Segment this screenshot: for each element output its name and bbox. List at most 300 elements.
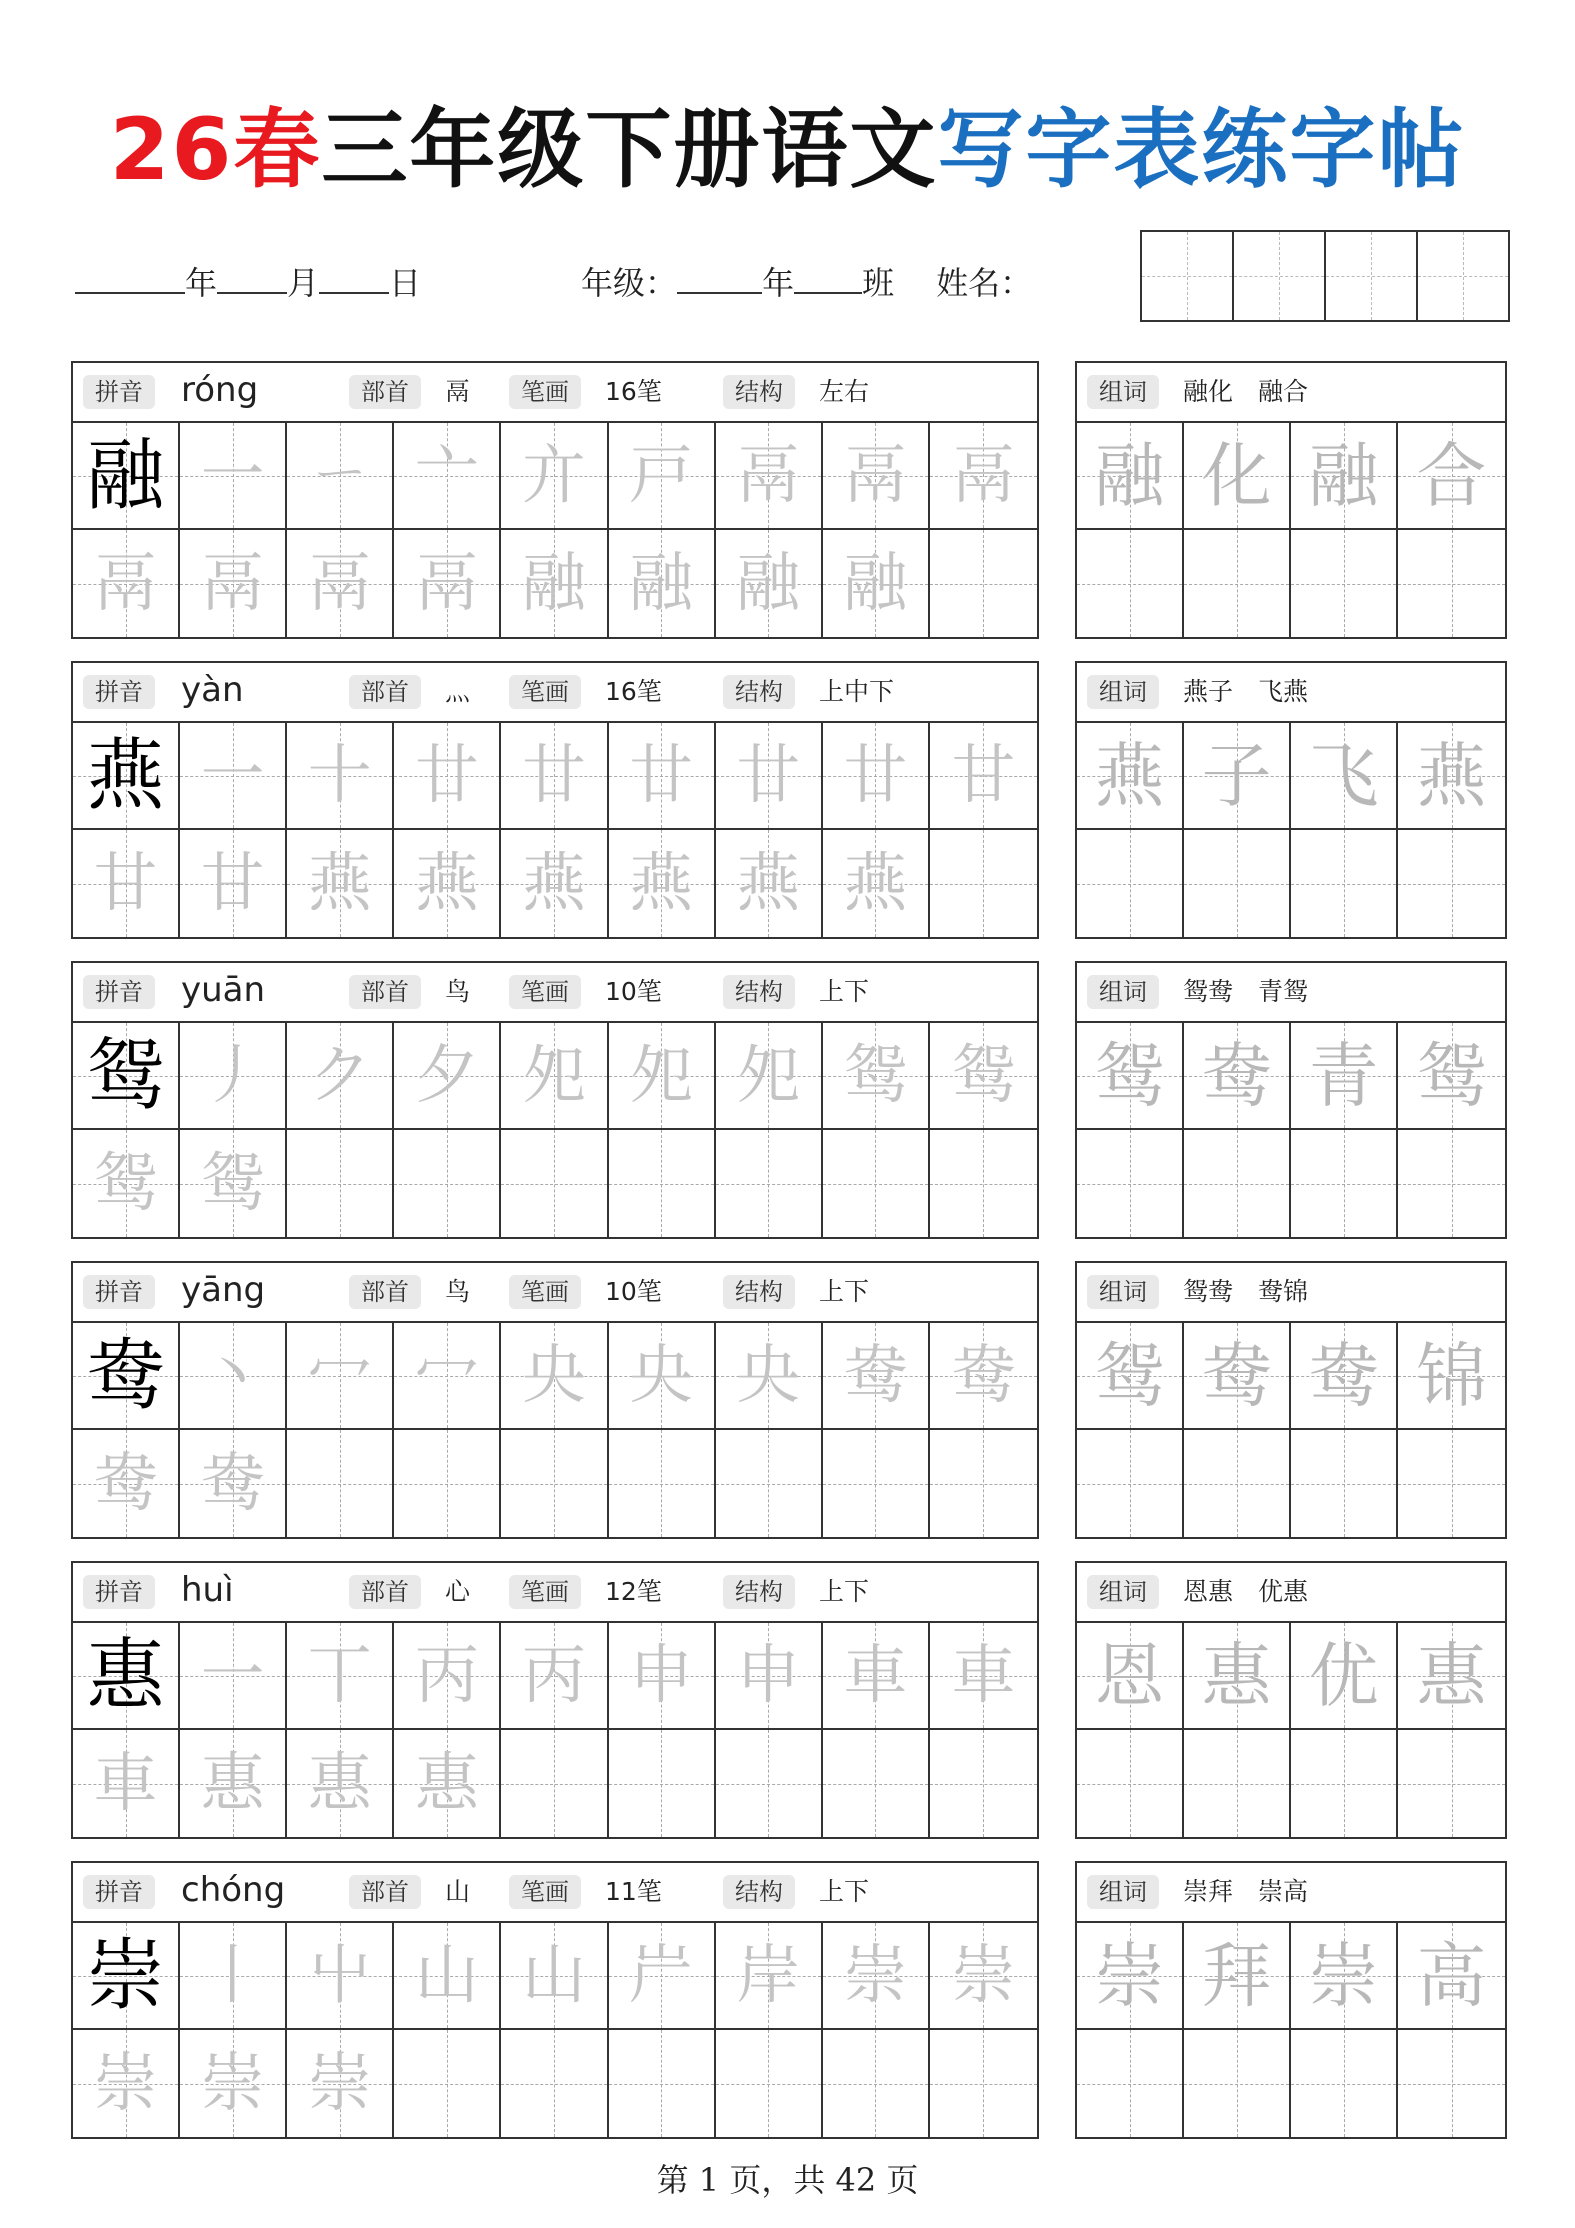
page-footer: 第 1 页，共 42 页 [656, 2161, 919, 2199]
practice-cell[interactable] [394, 1023, 501, 1130]
stroke-step-char: 惠 [200, 1746, 265, 1821]
practice-cell[interactable] [180, 1923, 287, 2030]
practice-cell[interactable] [394, 1730, 501, 1837]
month-blank[interactable] [217, 260, 287, 294]
practice-cell[interactable] [609, 830, 716, 937]
character-block [71, 361, 1507, 639]
practice-cell[interactable] [394, 830, 501, 937]
practice-cell[interactable] [930, 1323, 1037, 1430]
character-block [71, 1261, 1507, 1539]
stroke-step-char: 屵 [629, 1938, 694, 2013]
stroke-step-char: 燕 [307, 846, 372, 921]
structure-tag: 结构 [723, 675, 795, 709]
pinyin-tag: 拼音 [83, 1875, 155, 1909]
practice-cell[interactable] [823, 1323, 930, 1430]
stroke-step-char: 冖 [307, 1338, 372, 1413]
word-trace-cell[interactable] [1077, 1023, 1184, 1130]
practice-cell[interactable] [823, 2030, 930, 2137]
practice-cell[interactable] [930, 1730, 1037, 1837]
stroke-step-char: 崇 [200, 2046, 265, 2121]
practice-cell[interactable] [501, 1323, 608, 1430]
word-trace-char: 飞 [1308, 734, 1379, 817]
practice-cell[interactable] [287, 1023, 394, 1130]
word-card [1075, 1261, 1507, 1539]
stroke-step-char: 鸯 [93, 1446, 158, 1521]
model-char-cell [73, 1023, 180, 1130]
practice-cell[interactable] [609, 423, 716, 530]
practice-cell[interactable] [930, 723, 1037, 830]
stroke-step-char: 崇 [951, 1938, 1016, 2013]
words-tag: 组词 [1087, 675, 1159, 709]
practice-cell[interactable] [180, 723, 287, 830]
practice-cell[interactable] [287, 2030, 394, 2137]
stroke-step-char: 燕 [629, 846, 694, 921]
word-trace-cell[interactable] [1184, 723, 1291, 830]
practice-cell[interactable] [287, 723, 394, 830]
practice-cell[interactable] [180, 1623, 287, 1730]
stroke-step-char: 屮 [307, 1938, 372, 2013]
practice-cell[interactable] [394, 723, 501, 830]
practice-cell[interactable] [287, 1430, 394, 1537]
model-char: 鸳 [86, 1030, 165, 1121]
practice-cell[interactable] [501, 530, 608, 637]
practice-cell[interactable] [180, 1430, 287, 1537]
character-block [71, 1861, 1507, 2139]
word-practice-cell[interactable] [1184, 1730, 1291, 1837]
word-trace-cell[interactable] [1184, 423, 1291, 530]
word-trace-char: 惠 [1416, 1634, 1487, 1717]
stroke-step-char: 廿 [736, 738, 801, 813]
model-char: 惠 [86, 1630, 165, 1721]
word-practice-cell[interactable] [1184, 1130, 1291, 1237]
structure-value: 左右 [819, 377, 870, 406]
stroke-step-char: 鬲 [200, 546, 265, 621]
practice-cell[interactable] [180, 530, 287, 637]
practice-cell[interactable] [394, 1923, 501, 2030]
stroke-step-char: 鸳 [843, 1038, 908, 1113]
structure-value: 上下 [819, 1577, 870, 1606]
practice-cell[interactable] [501, 723, 608, 830]
word-practice-cell[interactable] [1077, 530, 1184, 637]
strokes-value: 16笔 [605, 377, 662, 406]
word-grid [1077, 1323, 1505, 1537]
word-trace-cell[interactable] [1184, 1923, 1291, 2030]
strokes-value: 12笔 [605, 1577, 662, 1606]
name-cell[interactable] [1234, 232, 1326, 320]
name-cell[interactable] [1326, 232, 1418, 320]
stroke-step-char: 亠 [414, 438, 479, 513]
radical-tag: 部首 [349, 1575, 421, 1609]
strokes-tag: 笔画 [509, 1275, 581, 1309]
stroke-step-char: 燕 [414, 846, 479, 921]
practice-cell[interactable] [930, 1923, 1037, 2030]
word-practice-cell[interactable] [1398, 1130, 1505, 1237]
practice-cell[interactable] [287, 830, 394, 937]
practice-cell[interactable] [287, 1623, 394, 1730]
practice-cell[interactable] [394, 1623, 501, 1730]
practice-cell[interactable] [716, 1730, 823, 1837]
practice-cell[interactable] [823, 1923, 930, 2030]
word-practice-cell[interactable] [1398, 1730, 1505, 1837]
practice-cell[interactable] [823, 1730, 930, 1837]
practice-cell[interactable] [501, 830, 608, 937]
practice-cell[interactable] [823, 1623, 930, 1730]
pinyin-tag: 拼音 [83, 675, 155, 709]
word-trace-cell[interactable] [1398, 1923, 1505, 2030]
stroke-step-char: 甘 [93, 846, 158, 921]
word-trace-cell[interactable] [1291, 1023, 1398, 1130]
stroke-step-char: 一 [200, 1638, 265, 1713]
practice-grid [73, 723, 1037, 937]
practice-cell[interactable] [716, 1023, 823, 1130]
practice-cell[interactable] [180, 1130, 287, 1237]
practice-cell[interactable] [394, 2030, 501, 2137]
word-trace-cell[interactable] [1184, 1323, 1291, 1430]
words-tag: 组词 [1087, 1275, 1159, 1309]
words-tag: 组词 [1087, 975, 1159, 1009]
stroke-step-char: 融 [521, 546, 586, 621]
char-info-row [73, 663, 1037, 723]
practice-cell[interactable] [716, 1623, 823, 1730]
structure-value: 上中下 [819, 677, 895, 706]
practice-cell[interactable] [73, 2030, 180, 2137]
stroke-step-char: 融 [629, 546, 694, 621]
word-trace-cell[interactable] [1077, 1623, 1184, 1730]
practice-cell[interactable] [287, 530, 394, 637]
word-practice-cell[interactable] [1398, 2030, 1505, 2137]
practice-cell[interactable] [609, 2030, 716, 2137]
practice-cell[interactable] [287, 1923, 394, 2030]
word-trace-cell[interactable] [1291, 423, 1398, 530]
practice-cell[interactable] [930, 1023, 1037, 1130]
char-info-card [71, 961, 1039, 1239]
word-trace-cell[interactable] [1398, 1623, 1505, 1730]
practice-cell[interactable] [73, 1430, 180, 1537]
practice-cell[interactable] [180, 1323, 287, 1430]
practice-cell[interactable] [609, 1130, 716, 1237]
year-label: 年 [185, 264, 218, 302]
practice-cell[interactable] [716, 2030, 823, 2137]
practice-cell[interactable] [287, 423, 394, 530]
word-practice-cell[interactable] [1291, 1130, 1398, 1237]
practice-cell[interactable] [609, 1323, 716, 1430]
word-trace-cell[interactable] [1398, 1023, 1505, 1130]
model-char-cell [73, 1323, 180, 1430]
stroke-step-char: 鬲 [843, 438, 908, 513]
practice-cell[interactable] [609, 1430, 716, 1537]
word-trace-char: 子 [1201, 734, 1272, 817]
stroke-step-char: 申 [736, 1638, 801, 1713]
stroke-step-char: 廿 [521, 738, 586, 813]
practice-cell[interactable] [930, 1130, 1037, 1237]
word-trace-cell[interactable] [1398, 423, 1505, 530]
practice-cell[interactable] [823, 830, 930, 937]
stroke-step-char: 鸳 [200, 1146, 265, 1221]
practice-cell[interactable] [823, 530, 930, 637]
stroke-step-char: 夕 [414, 1038, 479, 1113]
stroke-step-char: 丙 [521, 1638, 586, 1713]
practice-cell[interactable] [501, 1923, 608, 2030]
practice-cell[interactable] [823, 1023, 930, 1130]
practice-cell[interactable] [180, 830, 287, 937]
practice-cell[interactable] [501, 2030, 608, 2137]
stroke-step-char: 丅 [307, 1638, 372, 1713]
word-trace-cell[interactable] [1077, 423, 1184, 530]
practice-cell[interactable] [930, 830, 1037, 937]
strokes-value: 11笔 [605, 1877, 662, 1906]
practice-cell[interactable] [394, 423, 501, 530]
word-trace-char: 优 [1308, 1634, 1379, 1717]
stroke-step-char: 夗 [629, 1038, 694, 1113]
word-trace-char: 鸳 [1094, 1334, 1165, 1417]
stroke-step-char: 一 [200, 438, 265, 513]
name-cell[interactable] [1142, 232, 1234, 320]
stroke-step-char: 崇 [843, 1938, 908, 2013]
pinyin-value: yāng [181, 1270, 266, 1310]
practice-grid [73, 1323, 1037, 1537]
practice-cell[interactable] [73, 530, 180, 637]
practice-cell[interactable] [930, 423, 1037, 530]
practice-cell[interactable] [930, 2030, 1037, 2137]
word-trace-char: 燕 [1416, 734, 1487, 817]
strokes-value: 10笔 [605, 977, 662, 1006]
word-trace-char: 融 [1308, 434, 1379, 517]
word-trace-cell[interactable] [1291, 1623, 1398, 1730]
practice-cell[interactable] [394, 530, 501, 637]
class-blank[interactable] [794, 260, 862, 294]
stroke-step-char: 鸯 [951, 1338, 1016, 1413]
stroke-step-char: 鸳 [951, 1038, 1016, 1113]
word-grid [1077, 723, 1505, 937]
word-trace-cell[interactable] [1077, 1323, 1184, 1430]
word-trace-char: 鸳 [1416, 1034, 1487, 1117]
practice-cell[interactable] [180, 423, 287, 530]
day-label: 日 [389, 264, 422, 302]
word-practice-cell[interactable] [1291, 830, 1398, 937]
practice-cell[interactable] [501, 1430, 608, 1537]
word-card [1075, 1861, 1507, 2139]
practice-cell[interactable] [180, 1730, 287, 1837]
practice-cell[interactable] [501, 423, 608, 530]
word-practice-cell[interactable] [1291, 1430, 1398, 1537]
practice-cell[interactable] [287, 1730, 394, 1837]
word-practice-cell[interactable] [1077, 1730, 1184, 1837]
stroke-step-char: ㄧ [307, 438, 372, 513]
practice-cell[interactable] [609, 1730, 716, 1837]
structure-value: 上下 [819, 1877, 870, 1906]
model-char: 崇 [86, 1930, 165, 2021]
radical-value: 鸟 [445, 977, 471, 1006]
char-info-row [73, 1863, 1037, 1923]
stroke-step-char: 丨 [200, 1938, 265, 2013]
structure-tag: 结构 [723, 1275, 795, 1309]
stroke-step-char: 車 [951, 1638, 1016, 1713]
word-trace-cell[interactable] [1077, 723, 1184, 830]
word-trace-char: 合 [1416, 434, 1487, 517]
practice-cell[interactable] [716, 1923, 823, 2030]
strokes-tag: 笔画 [509, 675, 581, 709]
word-trace-char: 崇 [1094, 1934, 1165, 2017]
practice-cell[interactable] [716, 1323, 823, 1430]
practice-cell[interactable] [716, 723, 823, 830]
practice-cell[interactable] [287, 1130, 394, 1237]
pinyin-tag: 拼音 [83, 975, 155, 1009]
practice-cell[interactable] [609, 530, 716, 637]
word-trace-cell[interactable] [1077, 1923, 1184, 2030]
word-grid [1077, 1623, 1505, 1837]
practice-cell[interactable] [73, 830, 180, 937]
practice-cell[interactable] [394, 1130, 501, 1237]
stroke-step-char: 崇 [307, 2046, 372, 2121]
stroke-step-char: 央 [521, 1338, 586, 1413]
model-char-cell [73, 1923, 180, 2030]
practice-cell[interactable] [823, 423, 930, 530]
practice-cell[interactable] [716, 423, 823, 530]
stroke-step-char: 丙 [414, 1638, 479, 1713]
char-info-row [73, 1563, 1037, 1623]
word-practice-cell[interactable] [1184, 530, 1291, 637]
word-info-row [1077, 1563, 1505, 1623]
word-trace-cell[interactable] [1291, 1923, 1398, 2030]
pinyin-value: huì [181, 1570, 234, 1610]
stroke-step-char: 融 [843, 546, 908, 621]
name-grid[interactable] [1140, 230, 1510, 322]
practice-cell[interactable] [716, 530, 823, 637]
stroke-step-char: 鸳 [93, 1146, 158, 1221]
name-cell[interactable] [1418, 232, 1508, 320]
radical-tag: 部首 [349, 975, 421, 1009]
page-title [0, 95, 1575, 205]
stroke-step-char: 融 [736, 546, 801, 621]
word-practice-cell[interactable] [1291, 2030, 1398, 2137]
word-info-row [1077, 1263, 1505, 1323]
word-practice-cell[interactable] [1398, 830, 1505, 937]
practice-cell[interactable] [930, 530, 1037, 637]
stroke-step-char: 車 [93, 1746, 158, 1821]
month-label: 月 [287, 264, 320, 302]
practice-cell[interactable] [609, 1023, 716, 1130]
practice-cell[interactable] [501, 1730, 608, 1837]
practice-cell[interactable] [823, 1430, 930, 1537]
year-blank[interactable] [75, 260, 185, 294]
practice-cell[interactable] [716, 830, 823, 937]
char-info-card [71, 361, 1039, 639]
practice-cell[interactable] [501, 1130, 608, 1237]
char-info-row [73, 963, 1037, 1023]
practice-cell[interactable] [716, 1430, 823, 1537]
words-tag: 组词 [1087, 1875, 1159, 1909]
word-practice-cell[interactable] [1184, 830, 1291, 937]
word-info-row [1077, 363, 1505, 423]
pinyin-tag: 拼音 [83, 1575, 155, 1609]
word-practice-cell[interactable] [1077, 1130, 1184, 1237]
practice-cell[interactable] [501, 1023, 608, 1130]
practice-cell[interactable] [180, 1023, 287, 1130]
word-grid [1077, 1023, 1505, 1237]
practice-cell[interactable] [609, 1623, 716, 1730]
title-part3: 写字表练字帖 [937, 100, 1466, 200]
word-trace-cell[interactable] [1291, 723, 1398, 830]
word-trace-cell[interactable] [1398, 723, 1505, 830]
day-blank[interactable] [319, 260, 389, 294]
word-trace-char: 锦 [1416, 1334, 1487, 1417]
practice-cell[interactable] [501, 1623, 608, 1730]
practice-cell[interactable] [930, 1623, 1037, 1730]
word-trace-char: 鸯 [1201, 1034, 1272, 1117]
char-info-card [71, 1261, 1039, 1539]
stroke-step-char: 夗 [521, 1038, 586, 1113]
practice-cell[interactable] [73, 1730, 180, 1837]
stroke-step-char: ク [307, 1038, 372, 1113]
radical-tag: 部首 [349, 1875, 421, 1909]
word-card [1075, 661, 1507, 939]
practice-cell[interactable] [394, 1430, 501, 1537]
word-practice-cell[interactable] [1077, 830, 1184, 937]
model-char-cell [73, 1623, 180, 1730]
word-trace-char: 崇 [1308, 1934, 1379, 2017]
strokes-tag: 笔画 [509, 1875, 581, 1909]
words-value: 鸳鸯 鸯锦 [1183, 1277, 1309, 1306]
word-practice-cell[interactable] [1291, 530, 1398, 637]
word-practice-cell[interactable] [1291, 1730, 1398, 1837]
word-practice-cell[interactable] [1184, 1430, 1291, 1537]
word-trace-char: 高 [1416, 1934, 1487, 2017]
word-practice-cell[interactable] [1398, 1430, 1505, 1537]
stroke-step-char: 車 [843, 1638, 908, 1713]
pinyin-value: chóng [181, 1870, 286, 1910]
word-trace-cell[interactable] [1398, 1323, 1505, 1430]
word-practice-cell[interactable] [1184, 2030, 1291, 2137]
stroke-step-char: 十 [307, 738, 372, 813]
stroke-step-char: 山 [414, 1938, 479, 2013]
radical-value: 鸟 [445, 1277, 471, 1306]
word-trace-cell[interactable] [1291, 1323, 1398, 1430]
stroke-step-char: 燕 [521, 846, 586, 921]
grade-blank[interactable] [677, 260, 762, 294]
word-trace-char: 鸯 [1201, 1334, 1272, 1417]
stroke-step-char: 一 [200, 738, 265, 813]
structure-tag: 结构 [723, 975, 795, 1009]
word-info-row [1077, 663, 1505, 723]
word-trace-cell[interactable] [1184, 1023, 1291, 1130]
pinyin-tag: 拼音 [83, 375, 155, 409]
stroke-step-char: 甘 [951, 738, 1016, 813]
stroke-step-char: 鬲 [736, 438, 801, 513]
character-block [71, 1561, 1507, 1839]
practice-cell[interactable] [930, 1430, 1037, 1537]
practice-cell[interactable] [609, 723, 716, 830]
title-part1: 26春 [109, 100, 322, 200]
word-card [1075, 1561, 1507, 1839]
word-practice-cell[interactable] [1077, 1430, 1184, 1537]
practice-cell[interactable] [394, 1323, 501, 1430]
practice-cell[interactable] [716, 1130, 823, 1237]
practice-cell[interactable] [609, 1923, 716, 2030]
word-practice-cell[interactable] [1398, 530, 1505, 637]
char-info-card [71, 661, 1039, 939]
word-trace-cell[interactable] [1184, 1623, 1291, 1730]
word-trace-char: 鸳 [1094, 1034, 1165, 1117]
practice-cell[interactable] [823, 723, 930, 830]
practice-cell[interactable] [180, 2030, 287, 2137]
word-practice-cell[interactable] [1077, 2030, 1184, 2137]
practice-cell[interactable] [287, 1323, 394, 1430]
model-char: 鸯 [86, 1330, 165, 1421]
structure-value: 上下 [819, 977, 870, 1006]
word-trace-char: 惠 [1201, 1634, 1272, 1717]
practice-cell[interactable] [73, 1130, 180, 1237]
practice-cell[interactable] [823, 1130, 930, 1237]
